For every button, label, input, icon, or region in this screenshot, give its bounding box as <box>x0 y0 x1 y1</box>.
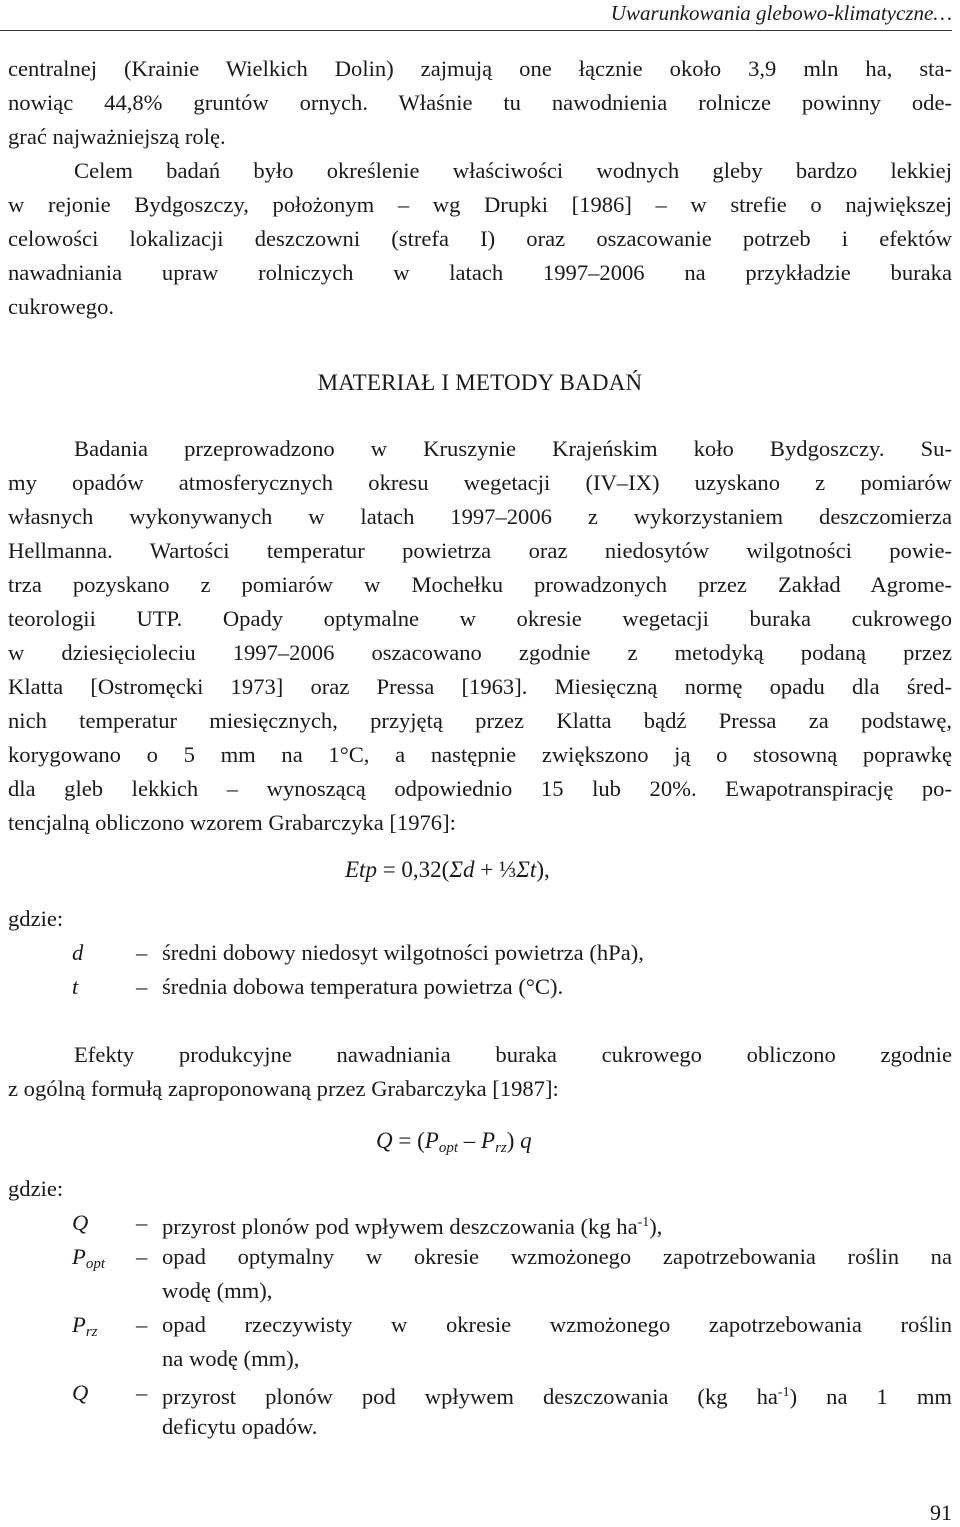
definition-symbol: $P_{rz}$ <box>72 1312 98 1340</box>
formula-symbol: Σt <box>516 857 537 882</box>
body-line: nich temperatur miesięcznych, przyjętą przez Klatta bądź Pressa za podstawę, <box>8 708 952 733</box>
formula-part: = 0,32( <box>376 857 450 882</box>
body-line: nowiąc 44,8% gruntów ornych. Właśnie tu nawodnienia rolnicze powinny ode- <box>8 90 952 115</box>
definition-dash: – <box>136 974 148 999</box>
definition-symbol: Q <box>72 1380 89 1405</box>
formula-q <box>376 1124 532 1165</box>
body-line: Efekty produkcyjne nawadniania buraka cukrowego obliczono zgodnie <box>74 1042 952 1067</box>
body-line: Klatta [Ostromęcki 1973] oraz Pressa [1963]. Miesięczną normę opadu dla śred- <box>8 674 952 699</box>
page-number: 91 <box>930 1500 952 1525</box>
body-line: centralnej (Krainie Wielkich Dolin) zajmują one łącznie około 3,9 mln ha, sta- <box>8 56 952 81</box>
gdzie-label: gdzie: <box>8 1176 64 1201</box>
section-heading: MATERIAŁ I METODY BADAŃ <box>317 370 643 395</box>
formula-subscript: rz <box>495 1140 507 1156</box>
formula-part: ) <box>506 1128 521 1153</box>
body-line: w rejonie Bydgoszczy, położonym – wg Drupki [1986] – w strefie o największej <box>8 192 952 217</box>
body-line: tencjalną obliczono wzorem Grabarczyka [1976]: <box>8 810 456 835</box>
definition-symbol: $P_{opt}$ <box>72 1244 105 1272</box>
body-line: Celem badań było określenie właściwości wodnych gleby bardzo lekkiej <box>74 158 952 183</box>
formula-etp <box>345 853 550 887</box>
body-line: nawadniania upraw rolniczych w latach 1997–2006 na przykładzie buraka <box>8 260 952 285</box>
definition-dash: – <box>136 1380 148 1405</box>
definition-symbol: t <box>72 974 79 999</box>
formula-symbol: Q <box>376 1128 393 1153</box>
body-line: trza pozyskano z pomiarów w Mochełku prowadzonych przez Zakład Agrome- <box>8 572 952 597</box>
formula-subscript: opt <box>438 1140 458 1156</box>
header-rule <box>0 30 952 31</box>
body-line: celowości lokalizacji deszczowni (strefa I) oraz oszacowanie potrzeb i efektów <box>8 226 952 251</box>
body-line: teorologii UTP. Opady optymalne w okresie wegetacji buraka cukrowego <box>8 606 952 631</box>
definition-dash: – <box>136 1312 148 1337</box>
running-head: Uwarunkowania glebowo-klimatyczne… <box>610 1 952 25</box>
formula-symbol: P <box>424 1128 439 1153</box>
definition-text: przyrost plonów pod wpływem deszczowania (kg $ha^{-1}$), <box>162 1214 663 1239</box>
definition-dash: – <box>136 1210 148 1235</box>
formula-symbol: q <box>520 1128 532 1153</box>
body-line: w dziesięcioleciu 1997–2006 oszacowano zgodnie z metodyką podaną przez <box>8 640 952 665</box>
gdzie-label: gdzie: <box>8 906 64 931</box>
document-page: Uwarunkowania glebowo-klimatyczne… centralnej (Krainie Wielkich Dolin) zajmują one łącznie około 3,9 mln ha, sta- nowiąc 44,8% gruntów ornych. Właśnie tu nawodnienia rolnicze powinny ode- grać najważniejszą rolę. Celem badań było określenie właściwości wodnych gleby bardzo lekkiej w rejonie Bydgoszczy, położonym – wg Drupki [1986] – w strefie o największej celowości lokalizacji deszczowni (strefa I) oraz oszacowanie potrzeb i efektów nawadniania upraw rolniczych w latach 1997–2006 na przykładzie buraka cukrowego. MATERIAŁ I METODY BADAŃ Badania przeprowadzono w Kruszynie Krajeńskim koło Bydgoszczy. Su- my opadów atmosferycznych okresu wegetacji (IV–IX) uzyskano z pomiarów własnych wykonywanych w latach 1997–2006 z wykorzystaniem deszczomierza Hellmanna. Wartości temperatur powietrza oraz niedosytów wilgotności powie- trza pozyskano z pomiarów w Mochełku prowadzonych przez Zakład Agrome- teorologii UTP. Opady optymalne w okresie wegetacji buraka cukrowego w dziesięcioleciu 1997–2006 oszacowano zgodnie z metodyką podaną przez Klatta [Ostromęcki 1973] oraz Pressa [1963]. Miesięczną normę opadu dla śred- nich temperatur miesięcznych, przyjętą przez Klatta bądź Pressa za podstawę, korygowano o 5 mm na 1°C, a następnie zwiększono ją o stosowną poprawkę dla gleb lekkich – wynoszącą odpowiednio 15 lub 20%. Ewapotranspirację po- tencjalną obliczono wzorem Grabarczyka [1976]: Etp = 0,32(Σd + ⅓Σt), gdzie: d – średni dobowy niedosyt wilgotności powietrza (hPa), t – średnia dobowa temperatura powietrza (°C). Efekty produkcyjne nawadniania buraka cukrowego obliczono zgodnie z ogólną formułą zaproponowaną przez Grabarczyka [1987]: $Q = (P_{opt} - P_{rz})$ q gdzie: Q – przyrost plonów pod wpływem deszczowania (kg $ha^{-1}$), $P_{opt}$ – opad optymalny w okresie wzmożonego zapotrzebowania roślin na wodę (mm), $P_{rz}$ – opad rzeczywisty w okresie wzmożonego zapotrzebowania roślin na wodę (mm), Q – przyrost plonów pod wpływem deszczowania (kg $ha^{-1}$) na 1 mm deficytu opadów. 91 <box>0 0 960 1527</box>
body-line: dla gleb lekkich – wynoszącą odpowiednio 15 lub 20%. Ewapotranspirację po- <box>8 776 952 801</box>
definition-dash: – <box>136 1244 148 1269</box>
formula-symbol: Σd <box>449 857 475 882</box>
formula-symbol: Etp <box>345 857 377 882</box>
body-line: z ogólną formułą zaproponowaną przez Grabarczyka [1987]: <box>8 1076 559 1101</box>
formula-symbol: P <box>481 1128 496 1153</box>
body-line: grać najważniejszą rolę. <box>8 124 226 149</box>
body-line: korygowano o 5 mm na 1°C, a następnie zwiększono ją o stosowną poprawkę <box>8 742 952 767</box>
body-line: cukrowego. <box>8 294 115 319</box>
formula-part: – <box>458 1128 481 1153</box>
formula-part: ), <box>536 857 550 882</box>
definition-text: opad rzeczywisty w okresie wzmożonego zapotrzebowania roślin <box>162 1312 952 1337</box>
definition-dash: – <box>136 940 148 965</box>
body-line: własnych wykonywanych w latach 1997–2006 z wykorzystaniem deszczomierza <box>8 504 952 529</box>
definition-symbol: Q <box>72 1210 89 1235</box>
formula-part: + ⅓ <box>474 857 517 882</box>
body-line: Hellmanna. Wartości temperatur powietrza oraz niedosytów wilgotności powie- <box>8 538 952 563</box>
definition-symbol: d <box>72 940 84 965</box>
body-line: Badania przeprowadzono w Kruszynie Krajeńskim koło Bydgoszczy. Su- <box>74 436 952 461</box>
definition-text: opad optymalny w okresie wzmożonego zapotrzebowania roślin na <box>162 1244 952 1269</box>
definition-text: przyrost plonów pod wpływem deszczowania (kg $ha^{-1}$) na 1 mm <box>162 1384 952 1409</box>
definition-text: średnia dobowa temperatura powietrza (°C). <box>162 974 564 999</box>
definition-text: średni dobowy niedosyt wilgotności powietrza (hPa), <box>162 940 644 965</box>
body-line: my opadów atmosferycznych okresu wegetacji (IV–IX) uzyskano z pomiarów <box>8 470 952 495</box>
formula-part: = ( <box>392 1128 425 1153</box>
